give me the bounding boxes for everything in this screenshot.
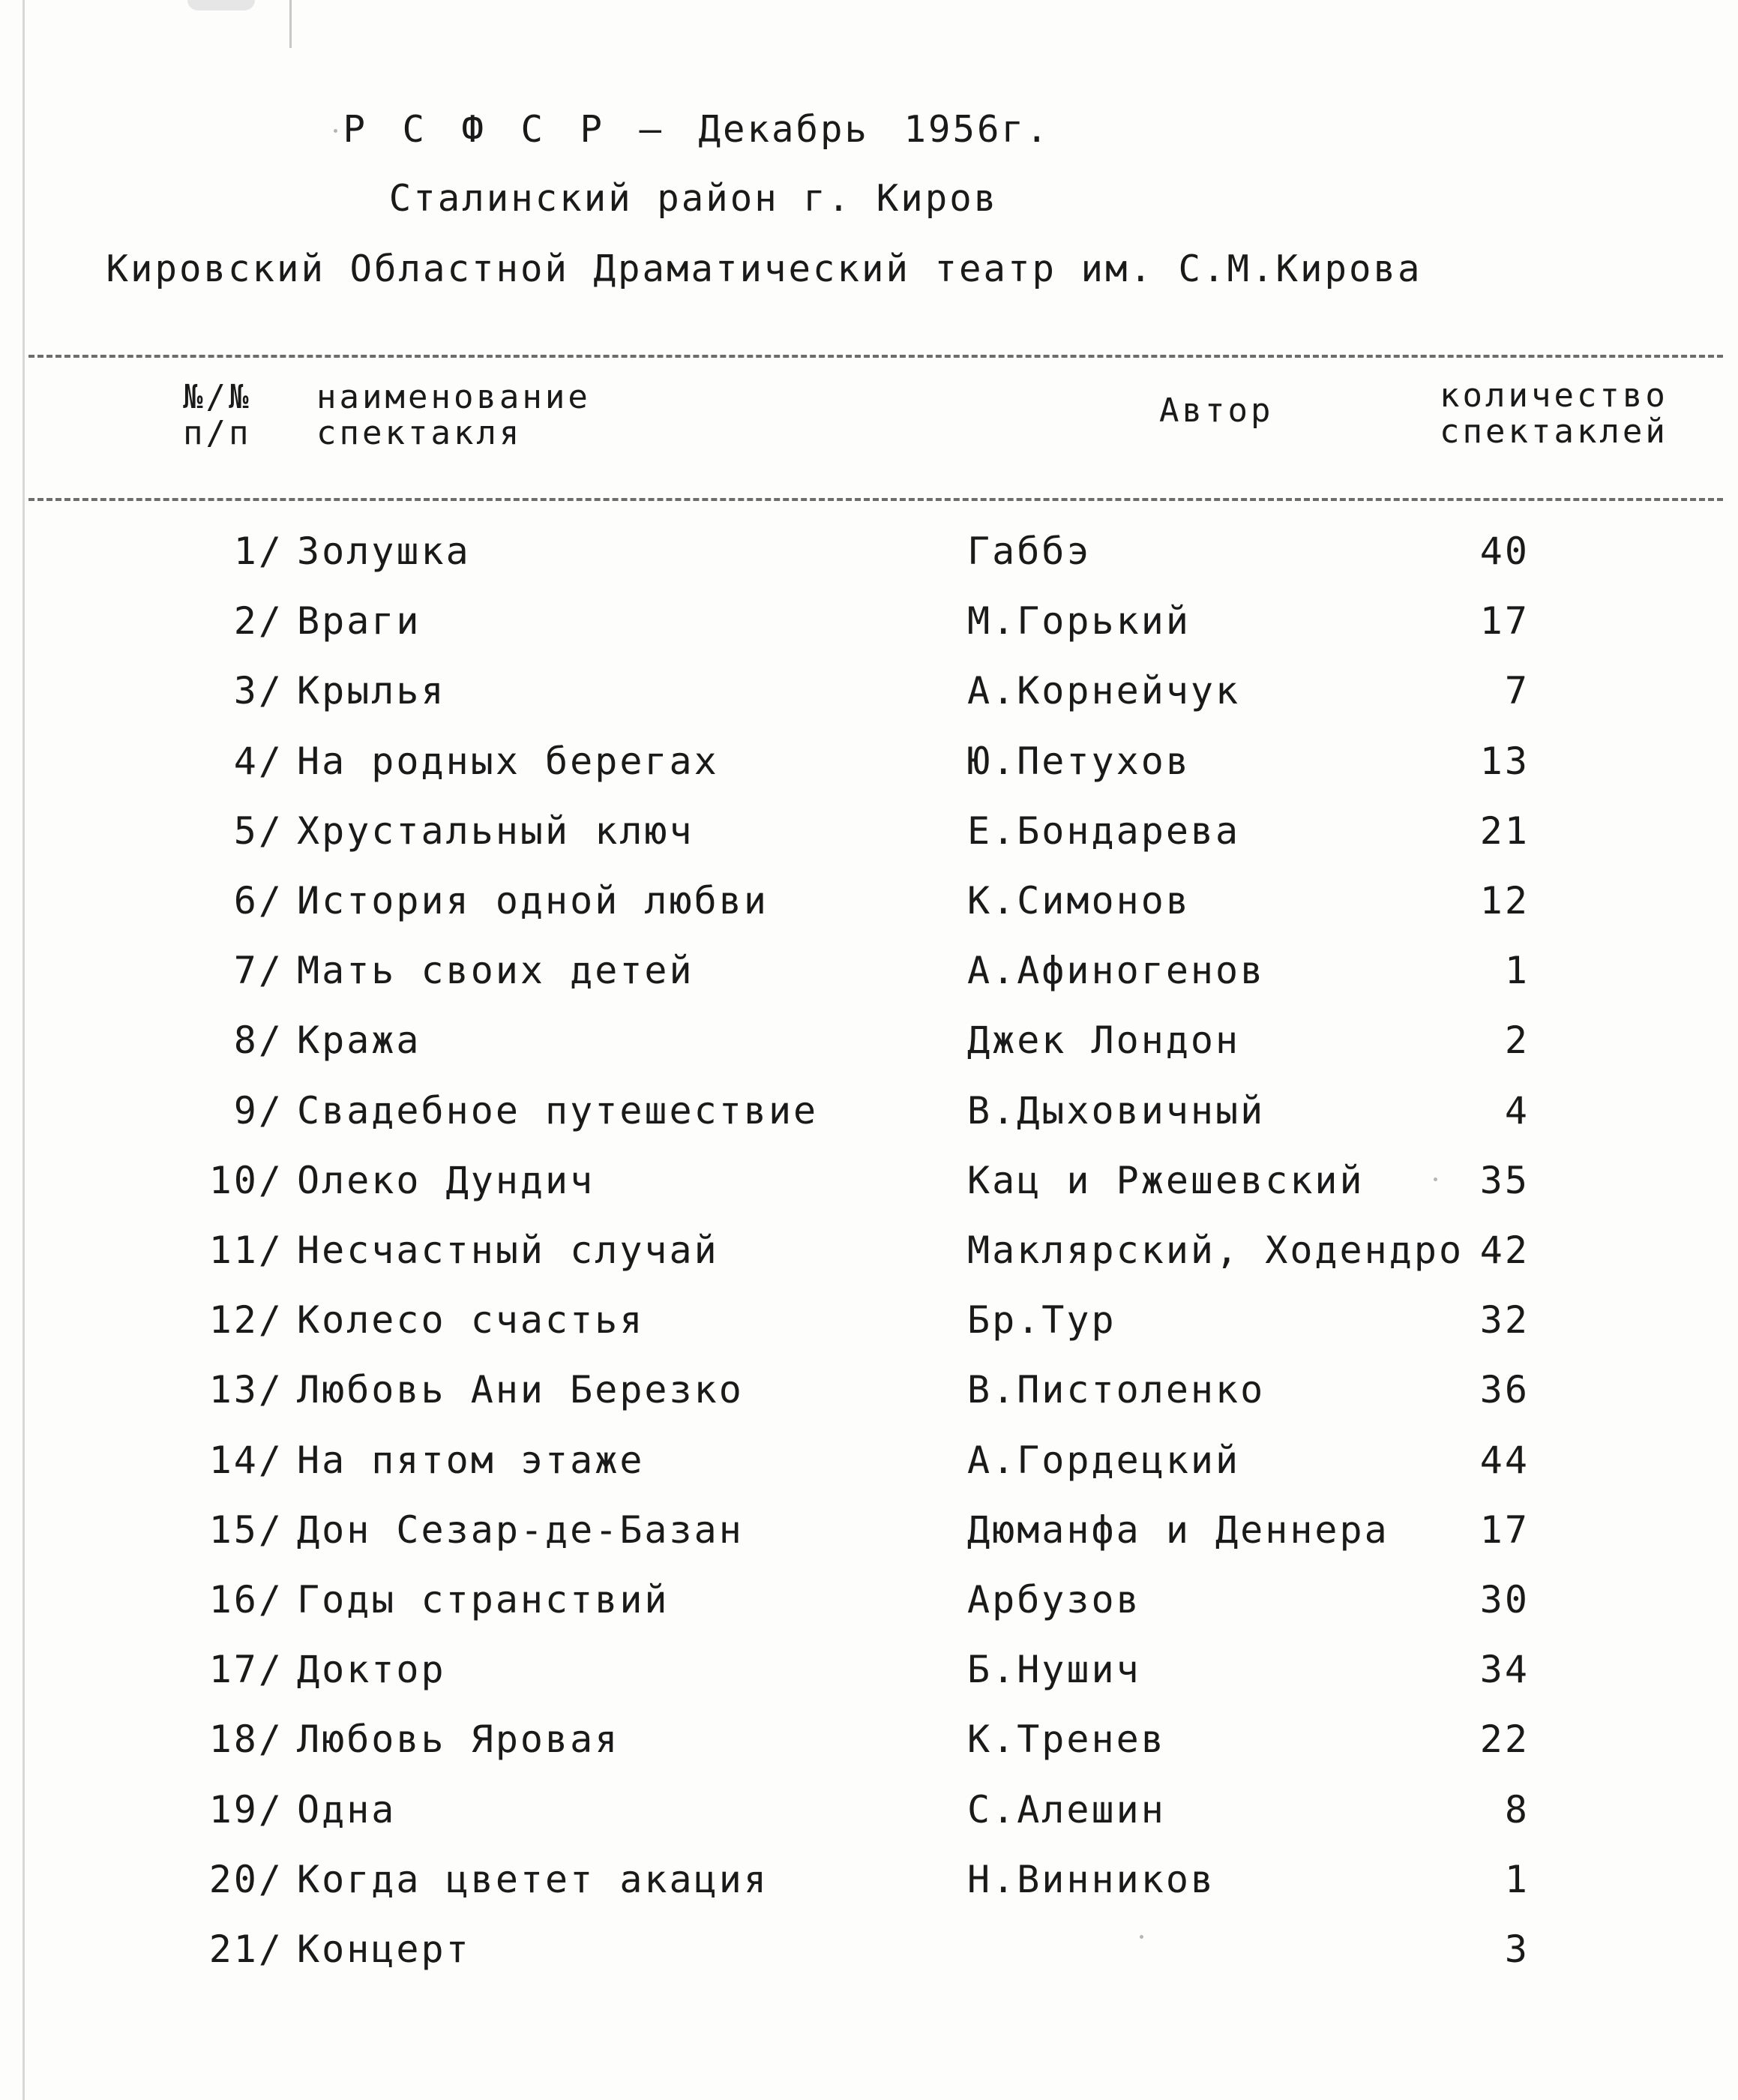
row-number: 9/ (233, 1089, 283, 1132)
paper-speck (1140, 1935, 1143, 1939)
row-title: Когда цветет акация (297, 1858, 769, 1901)
row-count: 44 (1479, 1438, 1530, 1482)
table-row (0, 1228, 1738, 1281)
row-count: 21 (1479, 809, 1530, 853)
row-number: 8/ (233, 1018, 283, 1062)
row-author: В.Пистоленко (967, 1368, 1266, 1412)
row-title: Колесо счастья (297, 1298, 645, 1342)
row-author: Ю.Петухов (967, 740, 1191, 783)
row-title: На родных берегах (297, 740, 719, 783)
row-title: Олеко Дундич (297, 1159, 595, 1202)
row-count: 35 (1479, 1159, 1530, 1202)
row-author: Бр.Тур (967, 1298, 1116, 1342)
table-row (0, 599, 1738, 652)
row-number: 17/ (208, 1648, 283, 1691)
row-number: 13/ (208, 1368, 283, 1412)
row-count: 1 (1504, 949, 1530, 992)
row-count: 1 (1504, 1858, 1530, 1901)
column-header-number: №/№ п/п (183, 378, 252, 452)
row-count: 13 (1479, 740, 1530, 783)
row-author: В.Дыховичный (967, 1089, 1266, 1132)
row-author: М.Горький (967, 599, 1191, 643)
table-row (0, 530, 1738, 582)
row-author: Джек Лондон (967, 1018, 1241, 1062)
paper-speck (334, 129, 337, 133)
column-header-author: Автор (1159, 392, 1274, 430)
row-author: Е.Бондарева (967, 809, 1241, 853)
column-header-title: наименование спектакля (316, 378, 591, 452)
row-number: 12/ (208, 1298, 283, 1342)
row-author: Б.Нушич (967, 1648, 1141, 1691)
row-author: К.Симонов (967, 879, 1191, 922)
row-number: 20/ (208, 1858, 283, 1901)
row-title: Крылья (297, 669, 446, 712)
row-title: Концерт (297, 1928, 471, 1971)
row-number: 19/ (208, 1788, 283, 1832)
row-number: 21/ (208, 1928, 283, 1971)
header-district: Сталинский район г. Киров (388, 177, 999, 220)
row-title: Мать своих детей (297, 949, 694, 992)
row-title: История одной любви (297, 879, 769, 922)
table-row (0, 1508, 1738, 1561)
row-number: 4/ (233, 740, 283, 783)
table-row (0, 1438, 1738, 1491)
row-title: Доктор (297, 1648, 446, 1691)
row-title: Кража (297, 1018, 421, 1062)
row-title: Свадебное путешествие (297, 1089, 819, 1132)
table-row (0, 740, 1738, 792)
row-count: 42 (1479, 1228, 1530, 1272)
row-number: 11/ (208, 1228, 283, 1272)
row-count: 17 (1479, 1508, 1530, 1552)
table-row (0, 1018, 1738, 1071)
row-title: Враги (297, 599, 421, 643)
row-number: 5/ (233, 809, 283, 853)
row-count: 7 (1504, 669, 1530, 712)
row-author: Н.Винников (967, 1858, 1216, 1901)
row-count: 22 (1479, 1718, 1530, 1761)
row-author: Кац и Ржешевский (967, 1159, 1365, 1202)
table-row (0, 1648, 1738, 1700)
row-count: 34 (1479, 1648, 1530, 1691)
row-count: 3 (1504, 1928, 1530, 1971)
row-number: 3/ (233, 669, 283, 712)
row-count: 2 (1504, 1018, 1530, 1062)
table-row (0, 949, 1738, 1001)
table-row (0, 1159, 1738, 1211)
row-author: Маклярский, Ходендро (967, 1228, 1464, 1272)
row-title: Годы странствий (297, 1578, 670, 1622)
table-row (0, 879, 1738, 932)
row-number: 16/ (208, 1578, 283, 1622)
paper-tick-mark (289, 0, 292, 48)
table-row (0, 1788, 1738, 1840)
row-number: 14/ (208, 1438, 283, 1482)
row-title: Дон Сезар-де-Базан (297, 1508, 744, 1552)
row-title: Любовь Яровая (297, 1718, 620, 1761)
row-number: 10/ (208, 1159, 283, 1202)
table-row (0, 1858, 1738, 1910)
table-row (0, 1298, 1738, 1351)
row-number: 18/ (208, 1718, 283, 1761)
row-count: 17 (1479, 599, 1530, 643)
row-count: 30 (1479, 1578, 1530, 1622)
row-title: Одна (297, 1788, 397, 1832)
table-row (0, 1089, 1738, 1142)
column-header-count: количество спектаклей (1440, 376, 1668, 451)
table-row (0, 1928, 1738, 1980)
header-theatre-name: Кировский Областной Драматический театр им. С.М.Кирова (106, 248, 1422, 290)
row-count: 4 (1504, 1089, 1530, 1132)
row-title: Хрустальный ключ (297, 809, 694, 853)
table-top-rule (28, 355, 1723, 358)
row-title: Золушка (297, 530, 471, 573)
row-title: Любовь Ани Березко (297, 1368, 744, 1412)
row-number: 7/ (233, 949, 283, 992)
table-row (0, 809, 1738, 862)
table-row (0, 669, 1738, 722)
row-title: На пятом этаже (297, 1438, 645, 1482)
table-header-rule (28, 498, 1723, 501)
row-author: Дюманфа и Деннера (967, 1508, 1389, 1552)
row-count: 8 (1504, 1788, 1530, 1832)
row-number: 6/ (233, 879, 283, 922)
row-count: 36 (1479, 1368, 1530, 1412)
row-author: А.Гордецкий (967, 1438, 1241, 1482)
row-author: А.Афиногенов (967, 949, 1266, 992)
paper-smudge (187, 0, 255, 10)
row-title: Несчастный случай (297, 1228, 719, 1272)
row-count: 12 (1479, 879, 1530, 922)
row-count: 32 (1479, 1298, 1530, 1342)
row-count: 40 (1479, 530, 1530, 573)
row-number: 1/ (233, 530, 283, 573)
table-row (0, 1578, 1738, 1630)
row-number: 15/ (208, 1508, 283, 1552)
row-author: К.Тренев (967, 1718, 1166, 1761)
row-author: С.Алешин (967, 1788, 1166, 1832)
paper-speck (1434, 1178, 1437, 1181)
table-row (0, 1718, 1738, 1770)
header-republic-date: Р С Ф С Р – Декабрь 1956г. (343, 108, 1050, 151)
row-number: 2/ (233, 599, 283, 643)
row-author: А.Корнейчук (967, 669, 1241, 712)
row-author: Арбузов (967, 1578, 1141, 1622)
row-author: Габбэ (967, 530, 1092, 573)
table-row (0, 1368, 1738, 1420)
